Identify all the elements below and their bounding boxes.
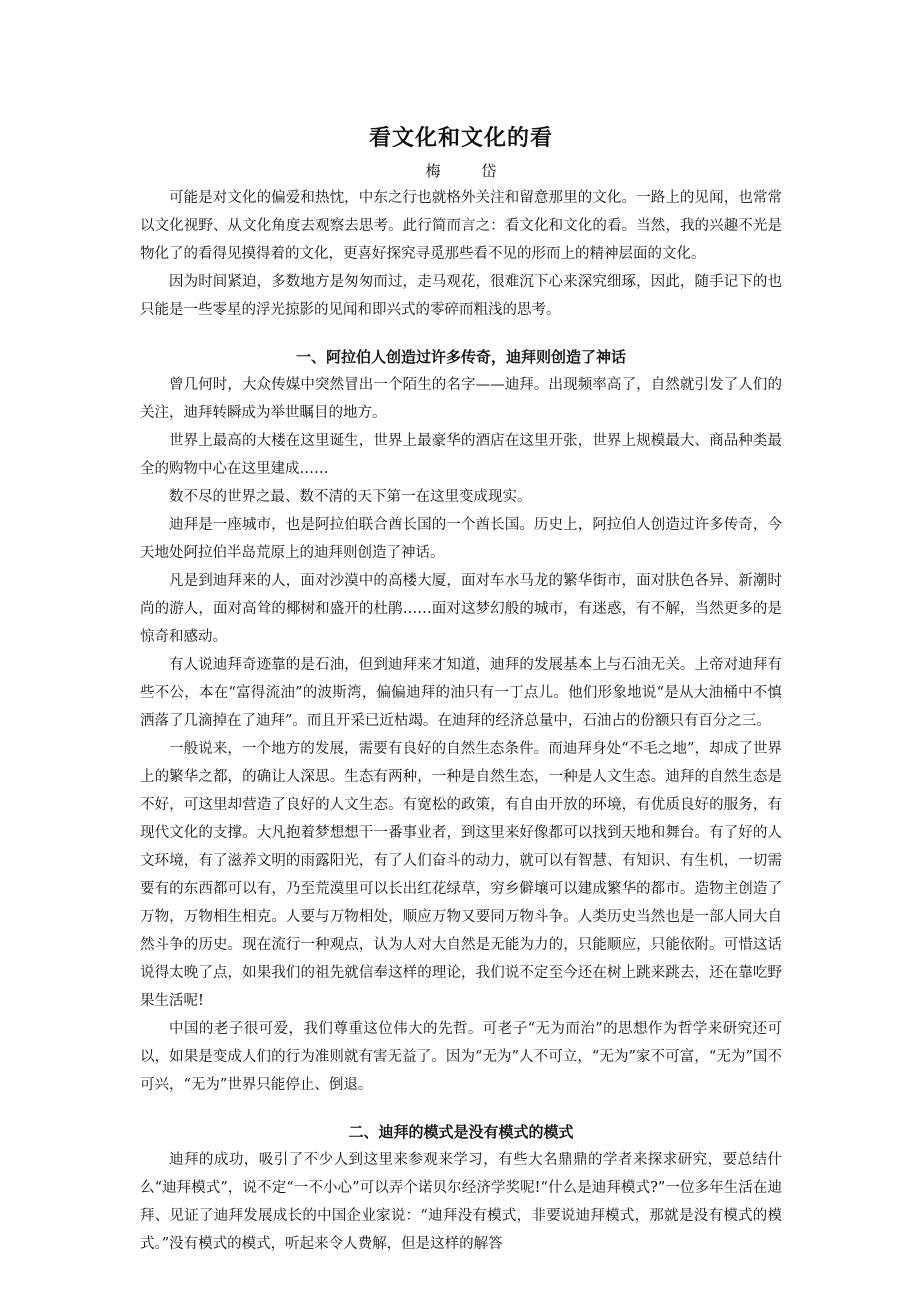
document-title: 看文化和文化的看 [368,125,553,151]
intro-paragraph: 因为时间紧迫，多数地方是匆匆而过，走马观花，很难沉下心来深究细琢，因此，随手记下的也只能是一些零星的浮光掠影的见闻和即兴式的零碎而粗浅的思考。 [140,274,782,318]
body-paragraph: 有人说迪拜奇迹靠的是石油，但到迪拜来才知道，迪拜的发展基本上与石油无关。上帝对迪拜有些不公，本在“富得流油”的波斯湾，偏偏迪拜的油只有一丁点儿。他们形象地说“是从大油桶中不慎洒落了几滴掉在了迪拜”。而且开采已近枯竭。在迪拜的经济总量中，石油占的份额只有百分之三。 [140,657,782,729]
body-paragraph: 迪拜的成功，吸引了不少人到这里来参观来学习，有些大名鼎鼎的学者来探求研究，要总结什么“迪拜模式”，说不定“一不小心”可以弄个诺贝尔经济学奖呢!“什么是迪拜模式?”一位多年生活在迪拜、见证了迪拜发展成长的中国企业家说：“迪拜没有模式，非要说迪拜模式，那就是没有模式的模式。”没有模式的模式，听起来令人费解，但是这样的解答 [140,1152,782,1252]
section-heading-2: 二、迪拜的模式是没有模式的模式 [348,1123,574,1141]
author-name: 梅 岱 [425,162,515,180]
document-page [140,118,782,1258]
body-paragraph: 世界上最高的大楼在这里诞生，世界上最豪华的酒店在这里开张，世界上规模最大、商品种类最全的购物中心在这里建成…… [140,433,782,477]
body-paragraph: 凡是到迪拜来的人，面对沙漠中的高楼大厦，面对车水马龙的繁华街市，面对肤色各异、新潮时尚的游人，面对高耸的椰树和盛开的杜鹃……面对这梦幻般的城市，有迷惑，有不解，当然更多的是惊奇和感动。 [140,573,782,645]
section-heading-1: 一、阿拉伯人创造过许多传奇，迪拜则创造了神话 [295,348,626,366]
body-paragraph: 迪拜是一座城市，也是阿拉伯联合酋长国的一个酋长国。历史上，阿拉伯人创造过许多传奇，今天地处阿拉伯半岛荒原上的迪拜则创造了神话。 [140,517,782,561]
body-paragraph: 数不尽的世界之最、数不清的天下第一在这里变成现实。 [169,489,532,505]
intro-paragraph: 可能是对文化的偏爱和热忱，中东之行也就格外关注和留意那里的文化。一路上的见闻，也常常以文化视野、从文化角度去观察去思考。此行简而言之：看文化和文化的看。当然，我的兴趣不光是物化了的看得见摸得着的文化，更喜好探究寻觅那些看不见的形而上的精神层面的文化。 [140,190,782,262]
body-paragraph: 曾几何时，大众传媒中突然冒出一个陌生的名字——迪拜。出现频率高了，自然就引发了人们的关注，迪拜转瞬成为举世瞩目的地方。 [140,377,782,421]
body-paragraph: 一般说来，一个地方的发展，需要有良好的自然生态条件。而迪拜身处“不毛之地”，却成了世界上的繁华之都，的确让人深思。生态有两种，一种是自然生态，一种是人文生态。迪拜的自然生态是不好，可这里却营造了良好的人文生态。有宽松的政策，有自由开放的环境，有优质良好的服务，有现代文化的支撑。大凡抱着梦想想干一番事业者，到这里来好像都可以找到天地和舞台。有了好的人文环境，有了滋养文明的雨露阳光，有了人们奋斗的动力，就可以有智慧、有知识、有生机，一切需要有的东西都可以有，乃至荒漠里可以长出红花绿草，穷乡僻壤可以建成繁华的都市。造物主创造了万物，万物相生相克。人要与万物相处，顺应万物又要同万物斗争。人类历史当然也是一部人同大自然斗争的历史。现在流行一种观点，认为人对大自然是无能为力的，只能顺应，只能依附。可惜这话说得太晚了点，如果我们的祖先就信奉这样的理论，我们说不定至今还在树上跳来跳去，还在靠吃野果生活呢! [140,741,782,1009]
body-paragraph: 中国的老子很可爱，我们尊重这位伟大的先哲。可老子“无为而治”的思想作为哲学来研究还可以，如果是变成人们的行为准则就有害无益了。因为“无为”人不可立，“无为”家不可富，“无为”国不可兴，“无为”世界只能停止、倒退。 [140,1021,782,1093]
